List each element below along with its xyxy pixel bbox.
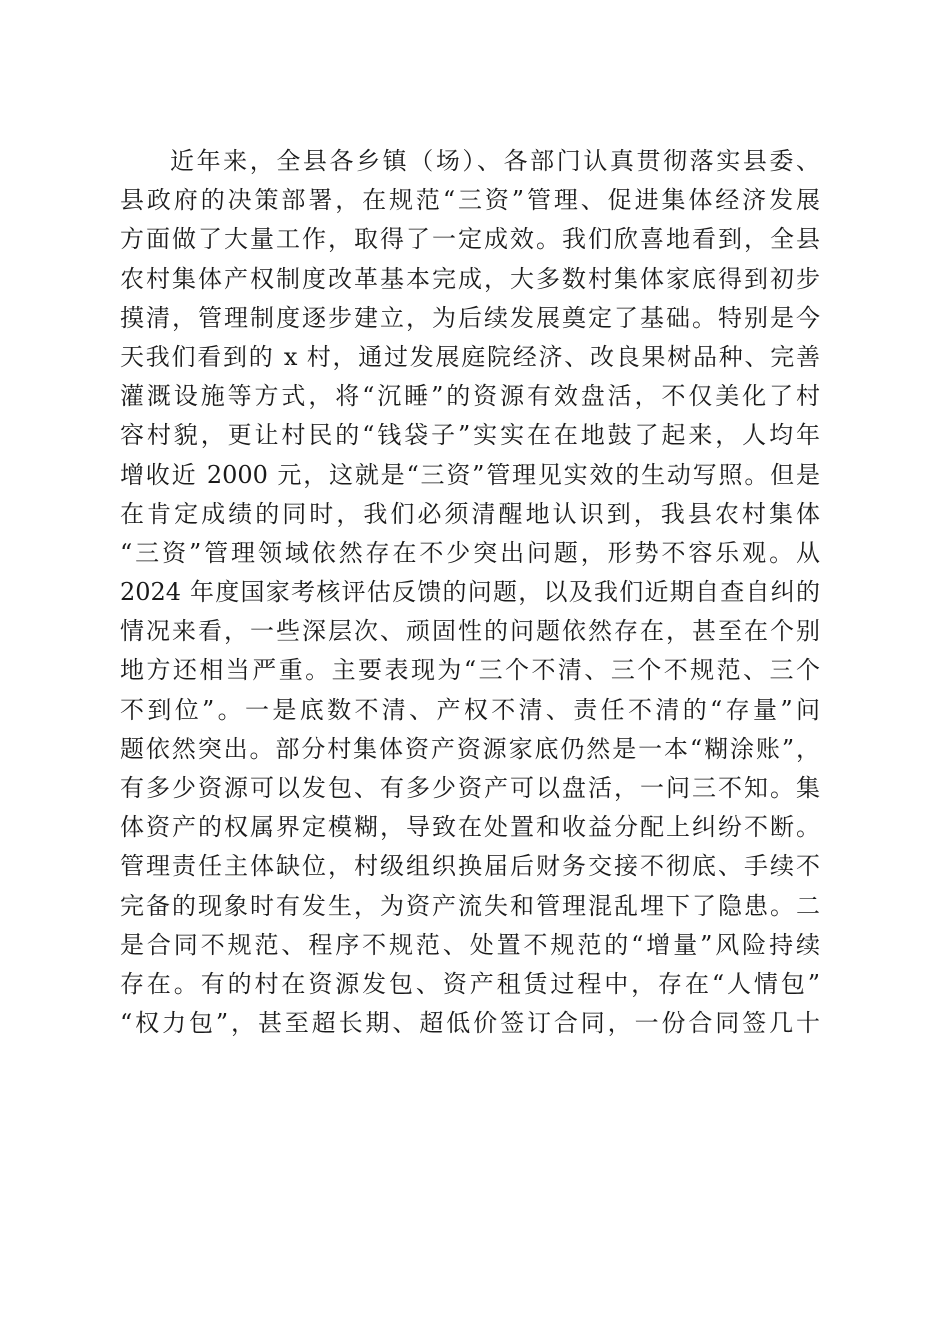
text-line: 灌溉设施等方式，将“沉睡”的资源有效盘活，不仅美化了村 [120,382,820,411]
text-line: 近年来，全县各乡镇（场）、各部门认真贯彻落实县委、 [170,147,820,175]
text-line: 题依然突出。部分村集体资产资源家底仍然是一本“糊涂账”， [120,734,820,763]
text-line: 存在。有的村在资源发包、资产租赁过程中，存在“人情包” [120,969,820,998]
text-line: 县政府的决策部署，在规范“三资”管理、促进集体经济发展 [120,186,820,215]
text-line: 在肯定成绩的同时，我们必须清醒地认识到，我县农村集体 [120,499,820,528]
text-line: 情况来看，一些深层次、顽固性的问题依然存在，甚至在个别 [120,617,820,646]
text-line: 管理责任主体缺位，村级组织换届后财务交接不彻底、手续不 [120,852,820,881]
text-line: 体资产的权属界定模糊，导致在处置和收益分配上纠纷不断。 [120,813,820,842]
body-paragraph [120,142,820,1043]
text-line: 2024 年度国家考核评估反馈的问题，以及我们近期自查自纠的 [120,578,820,607]
text-line: 是合同不规范、程序不规范、处置不规范的“增量”风险持续 [120,930,820,959]
text-line: 天我们看到的 x 村，通过发展庭院经济、改良果树品种、完善 [120,342,820,371]
text-line: 不到位”。一是底数不清、产权不清、责任不清的“存量”问 [120,695,820,724]
text-line: 有多少资源可以发包、有多少资产可以盘活，一问三不知。集 [120,774,820,802]
text-line: 农村集体产权制度改革基本完成，大多数村集体家底得到初步 [120,264,820,293]
text-line: “权力包”，甚至超长期、超低价签订合同，一份合同签几十 [120,1009,820,1038]
text-line: 摸清，管理制度逐步建立，为后续发展奠定了基础。特别是今 [120,303,820,332]
text-line: 完备的现象时有发生，为资产流失和管理混乱埋下了隐患。二 [120,891,820,920]
text-line: 增收近 2000 元，这就是“三资”管理见实效的生动写照。但是 [120,460,820,489]
text-line: “三资”管理领域依然存在不少突出问题，形势不容乐观。从 [120,538,820,567]
text-line: 容村貌，更让村民的“钱袋子”实实在在地鼓了起来，人均年 [120,421,820,450]
text-line: 地方还相当严重。主要表现为“三个不清、三个不规范、三个 [120,656,820,685]
text-line: 方面做了大量工作，取得了一定成效。我们欣喜地看到，全县 [120,225,820,254]
